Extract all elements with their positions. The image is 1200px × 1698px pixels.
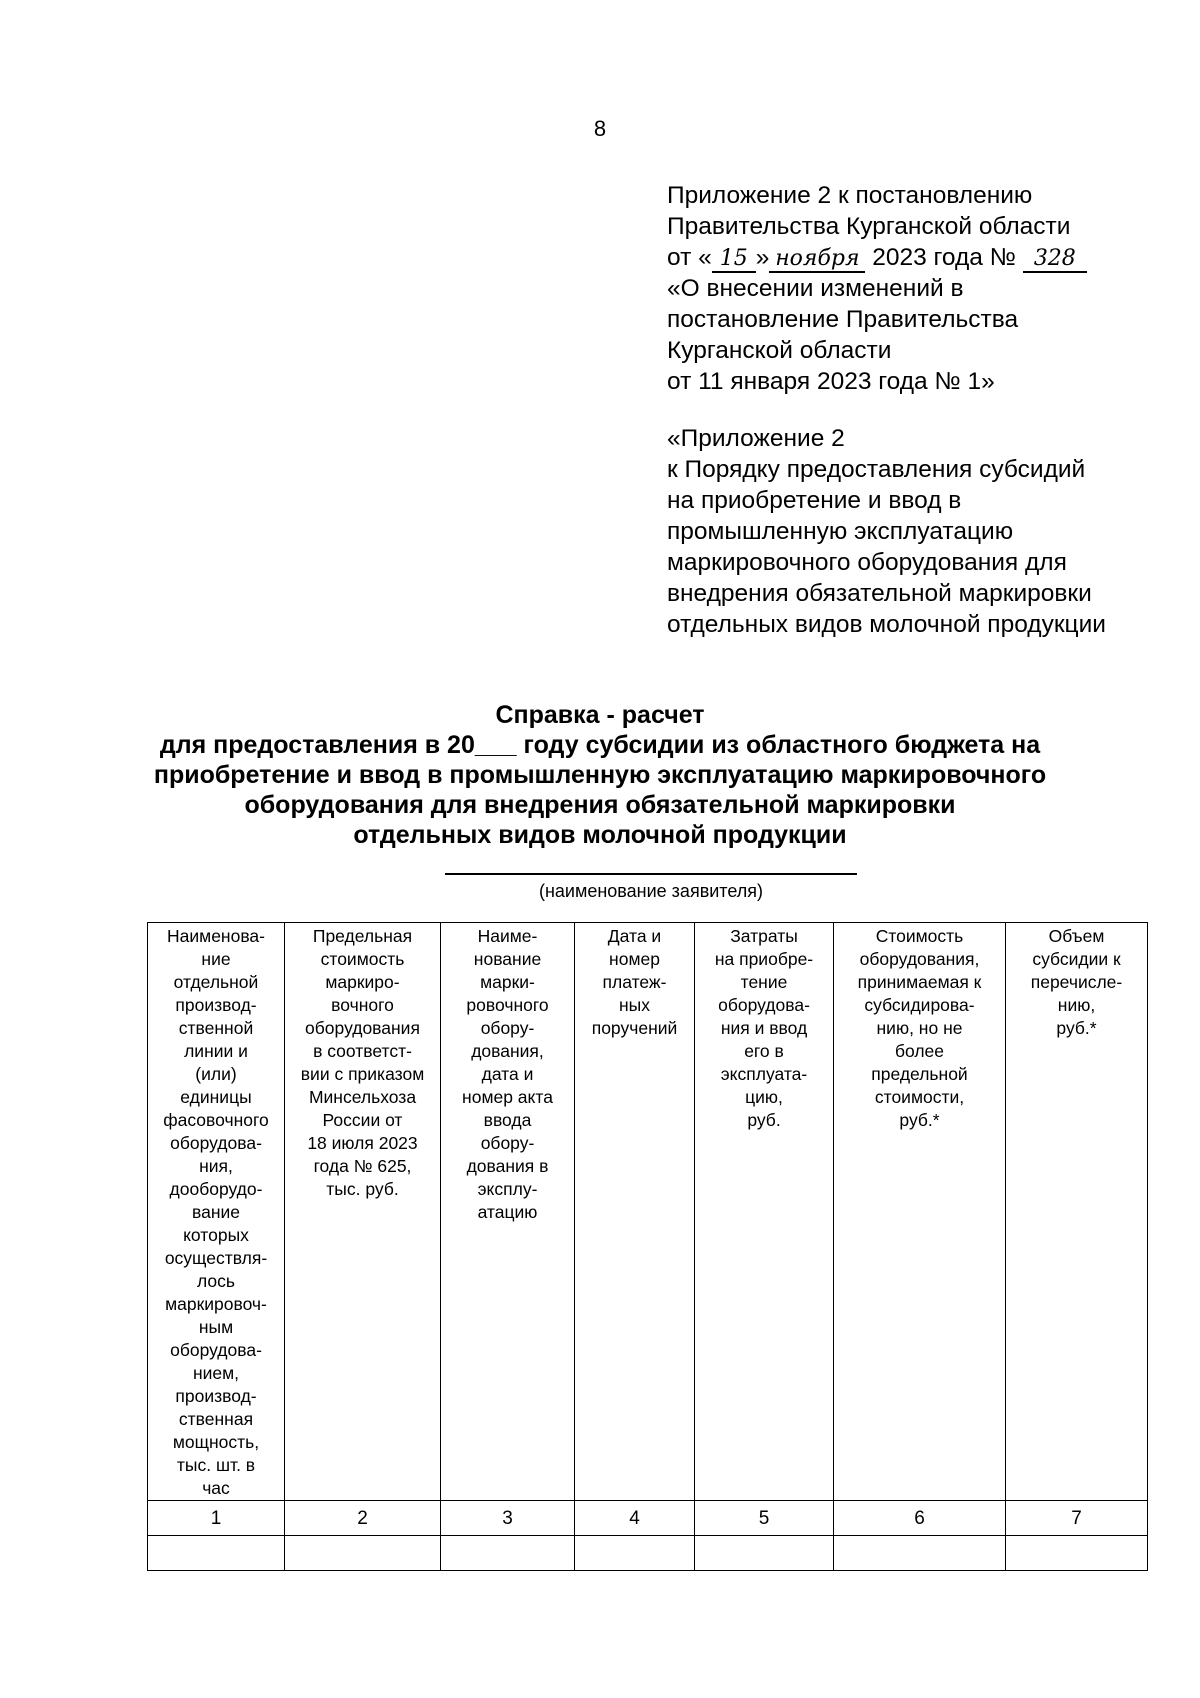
appendix-line: от 11 января 2023 года № 1» [667, 368, 995, 395]
appendix-line: к Порядку предоставления субсидий [667, 456, 1086, 483]
empty-cell [575, 1536, 695, 1571]
title-line: Справка - расчет [495, 701, 705, 729]
appendix-line: Правительства Курганской области [667, 213, 1071, 240]
header-cell [441, 923, 575, 1501]
column-number: 5 [695, 1501, 834, 1536]
applicant-caption: (наименование заявителя) [538, 881, 764, 901]
appendix-line: «О внесении изменений в [667, 275, 964, 302]
date-quote: » [755, 244, 770, 271]
column-number: 4 [575, 1501, 695, 1536]
appendix-line: Курганской области [667, 337, 892, 364]
document-title [0, 700, 1200, 850]
empty-cell [695, 1536, 834, 1571]
appendix-line: маркировочного оборудования для [667, 549, 1067, 576]
header-cell [1006, 923, 1148, 1501]
appendix-line: внедрения обязательной маркировки [667, 580, 1092, 607]
appendix-block [667, 180, 1167, 640]
empty-cell [441, 1536, 575, 1571]
header-text: Дата и номер платеж- ных поручений [591, 926, 678, 1038]
date-year: 2023 года № [865, 244, 1023, 271]
appendix-line: Приложение 2 к постановлению [667, 182, 1033, 209]
title-line: отдельных видов молочной продукции [353, 821, 847, 849]
date-prefix: от « [667, 244, 712, 271]
appendix-line: на приобретение и ввод в [667, 487, 962, 514]
title-line: оборудования для внедрения обязательной маркировки [244, 791, 956, 819]
header-text: Наиме- нование марки- ровочного обору- дования, дата и номер акта ввода обору- дования в эксплу- атацию [462, 926, 553, 1222]
page-number: 8 [593, 116, 607, 141]
appendix-line: отдельных видов молочной продукции [667, 611, 1106, 638]
header-cell [834, 923, 1006, 1501]
empty-cell [148, 1536, 285, 1571]
title-line: приобретение и ввод в промышленную эксплуатацию маркировочного [153, 761, 1047, 789]
header-cell [148, 923, 285, 1501]
column-number: 3 [441, 1501, 575, 1536]
column-number: 2 [285, 1501, 441, 1536]
title-line: для предоставления в 20___ году субсидии из областного бюджета на [159, 731, 1041, 759]
column-number: 7 [1006, 1501, 1148, 1536]
header-text: Наименова- ние отдельной производ- ственной линии и (или) единицы фасовочного оборудова- ния, дооборудо- вание которых осуществля- лось маркировоч- ным оборудова- нием, производ- ственная мощность, тыс. шт. в час [163, 926, 269, 1498]
column-number: 6 [834, 1501, 1006, 1536]
appendix-line: постановление Правительства [667, 306, 1019, 333]
spacer [667, 397, 1167, 423]
handwritten-month: ноября [769, 247, 865, 273]
header-cell [285, 923, 441, 1501]
column-number-row [148, 1501, 1148, 1536]
appendix-date-line [667, 242, 1167, 273]
calculation-table [147, 922, 1148, 1571]
appendix-line: «Приложение 2 [667, 425, 845, 452]
header-text: Стоимость оборудования, принимаемая к субсидирова- нию, но не более предельной стоимости, руб.* [857, 926, 982, 1130]
handwritten-number: 328 [1023, 247, 1087, 273]
header-text: Объем субсидии к перечисле- нию, руб.* [1030, 926, 1123, 1038]
header-cell [695, 923, 834, 1501]
header-text: Затраты на приобре- тение оборудова- ния и ввод его в эксплуата- цию, руб. [714, 926, 814, 1130]
header-text: Предельная стоимость маркиро- вочного оборудования в соответст- вии с приказом Минсельхоза России от 18 июля 2023 года № 625, тыс. руб. [300, 926, 425, 1199]
empty-cell [1006, 1536, 1148, 1571]
applicant-name-line [445, 873, 857, 875]
handwritten-day: 15 [712, 247, 756, 273]
column-number: 1 [148, 1501, 285, 1536]
header-cell [575, 923, 695, 1501]
table-header-row [148, 923, 1148, 1501]
empty-cell [285, 1536, 441, 1571]
empty-cell [834, 1536, 1006, 1571]
table-row [148, 1536, 1148, 1571]
appendix-line: промышленную эксплуатацию [667, 518, 1014, 545]
